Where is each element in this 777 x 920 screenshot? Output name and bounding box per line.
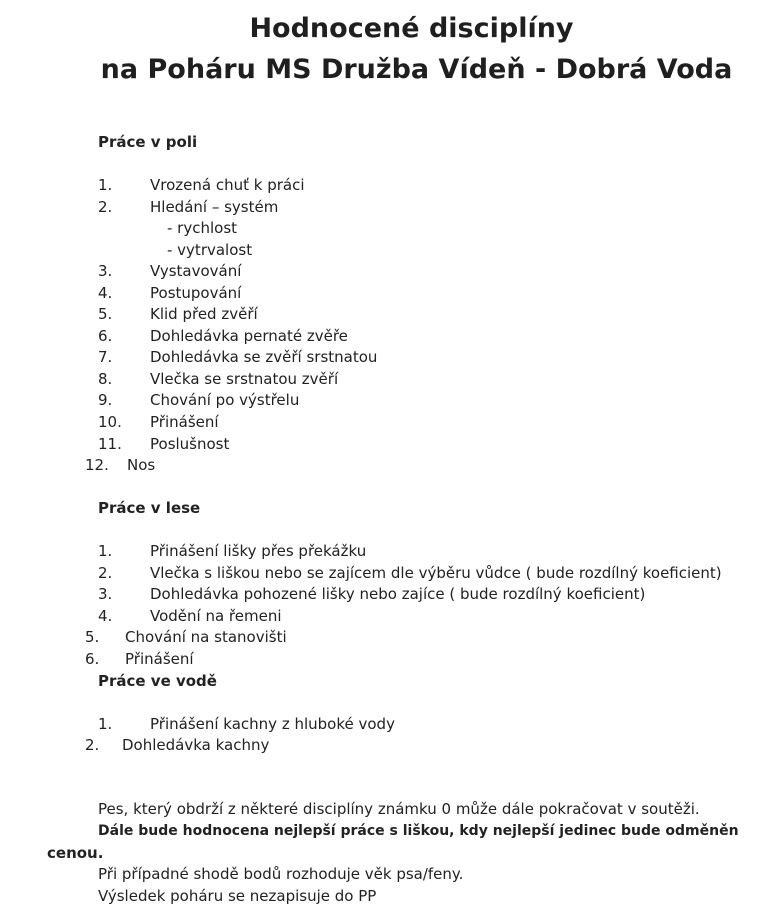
list-number: 1.	[98, 542, 113, 560]
list-number: 1.	[98, 176, 113, 194]
list-number: 3.	[98, 262, 113, 280]
list-number: 5.	[98, 305, 113, 323]
list-number: 11.	[98, 435, 122, 453]
list-item: Dohledávka pohozené lišky nebo zajíce ( bude rozdílný koeficient)	[150, 585, 646, 603]
list-item: Hledání – systém	[150, 198, 279, 216]
list-number: 8.	[98, 370, 113, 388]
list-item: Vodění na řemeni	[150, 607, 282, 625]
list-number: 3.	[98, 585, 113, 603]
list-number: 10.	[98, 413, 122, 431]
list-item: Přinášení kachny z hluboké vody	[150, 715, 395, 733]
list-subitem: - vytrvalost	[167, 241, 253, 259]
page-subtitle: na Poháru MS Družba Vídeň - Dobrá Voda	[100, 54, 733, 85]
list-number: 2.	[98, 198, 113, 216]
list-item: Vrozená chuť k práci	[150, 176, 305, 194]
list-item: Přinášení	[150, 413, 219, 431]
list-item: Dohledávka pernaté zvěře	[150, 327, 348, 345]
list-item: Chování po výstřelu	[150, 391, 300, 409]
list-item: Postupování	[150, 284, 242, 302]
list-number: 6.	[85, 650, 100, 668]
list-number: 5.	[85, 628, 100, 646]
section-heading-les: Práce v lese	[98, 499, 201, 517]
list-item: Vlečka se srstnatou zvěří	[150, 370, 339, 388]
note-text: Pes, který obdrží z některé disciplíny známku 0 může dále pokračovat v soutěži.	[98, 800, 700, 818]
list-number: 1.	[98, 715, 113, 733]
note-text: Při případné shodě bodů rozhoduje věk psa/feny.	[98, 865, 464, 883]
list-number: 2.	[98, 564, 113, 582]
section-heading-pole: Práce v poli	[98, 133, 198, 151]
list-item: Vlečka s liškou nebo se zajícem dle výběru vůdce ( bude rozdílný koeficient)	[150, 564, 722, 582]
section-heading-voda: Práce ve vodě	[98, 672, 217, 690]
list-item: Přinášení lišky přes překážku	[150, 542, 367, 560]
list-item: Nos	[127, 456, 156, 474]
list-item: Poslušnost	[150, 435, 230, 453]
list-item: Klid před zvěří	[150, 305, 258, 323]
page-title: Hodnocené disciplíny	[249, 13, 574, 44]
list-number: 4.	[98, 284, 113, 302]
note-bold: Dále bude hodnocena nejlepší práce s liškou, kdy nejlepší jedinec bude odměněn	[98, 823, 739, 839]
list-item: Vystavování	[150, 262, 242, 280]
list-item: Chování na stanovišti	[125, 628, 287, 646]
list-item: Dohledávka se zvěří srstnatou	[150, 348, 378, 366]
list-number: 7.	[98, 348, 113, 366]
list-number: 6.	[98, 327, 113, 345]
list-number: 4.	[98, 607, 113, 625]
list-item: Dohledávka kachny	[122, 736, 270, 754]
list-item: Přinášení	[125, 650, 194, 668]
list-subitem: - rychlost	[167, 219, 238, 237]
list-number: 9.	[98, 391, 113, 409]
list-number: 2.	[85, 736, 100, 754]
list-number: 12.	[85, 456, 109, 474]
note-text: Výsledek poháru se nezapisuje do PP	[98, 887, 377, 905]
note-bold-continuation: cenou.	[47, 844, 104, 862]
